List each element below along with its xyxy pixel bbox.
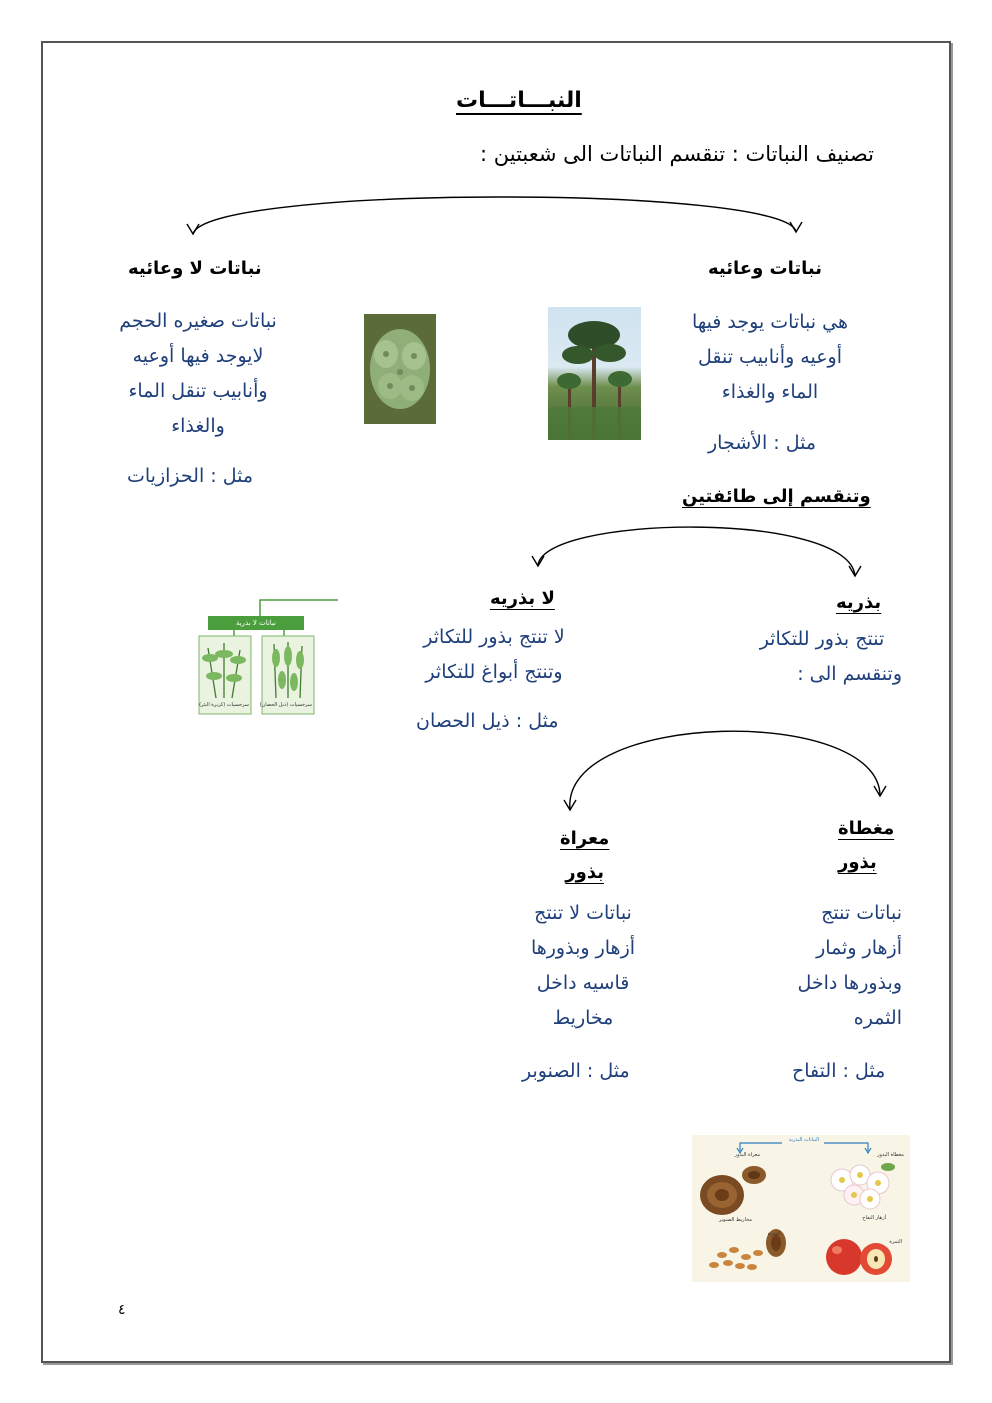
- seed-figure-label-ang: مغطاة البذور: [877, 1152, 904, 1158]
- pine-cone-icon: [700, 1166, 766, 1215]
- angiosperm-heading: مغطاة بذور: [838, 818, 895, 873]
- seed-figure-label-fruit: الثمرة: [889, 1239, 902, 1245]
- seed-heading: بذريه: [836, 592, 882, 613]
- seedless-example: مثل : ذيل الحصان: [416, 710, 559, 732]
- pine-tree-photo: [548, 307, 641, 440]
- lower-arrow-curve: [570, 731, 880, 810]
- vascular-heading: نباتات وعائيه: [708, 258, 823, 279]
- angiosperm-example: مثل : التفاح: [792, 1060, 886, 1082]
- gymnosperm-heading: معراة بذور: [560, 828, 610, 883]
- angiosperm-description: نباتات تنتج أزهار وثمار وبذورها داخل الثمره: [797, 902, 902, 1029]
- seedless-figure-title: نباتات لا بذرية: [208, 616, 304, 630]
- seed-figure-label-flowers: أزهار التفاح: [862, 1215, 886, 1221]
- seedless-heading: لا بذريه: [490, 588, 555, 609]
- seed-figure-label-cones: مخاريط الصنوبر: [718, 1217, 752, 1223]
- seed-plants-figure: [692, 1135, 910, 1282]
- nonvascular-example: مثل : الحزازيات: [127, 465, 254, 487]
- page-number: ٤: [118, 1302, 126, 1318]
- page-title: النبـــاتـــات: [456, 88, 582, 113]
- seedless-figure-caption-left: سرخسيات (كزبرة البئر): [199, 702, 249, 708]
- apple-blossom-icon: [831, 1163, 895, 1209]
- seed-figure-label-gym: معراة البذور: [734, 1152, 760, 1158]
- intro-text: تصنيف النباتات : تنقسم النباتات الى شعبتين :: [480, 142, 874, 166]
- vascular-split-heading: وتنقسم إلى طائفتين: [682, 486, 871, 507]
- seeds-icon: [709, 1247, 763, 1270]
- seedless-description: لا تنتج بذور للتكاثر وتنتج أبواغ للتكاثر: [423, 626, 565, 683]
- seed-figure-label-seed: البذرة: [767, 1231, 780, 1237]
- top-arrow-curve: [193, 197, 796, 234]
- nonvascular-heading: نباتات لا وعائيه: [128, 258, 262, 279]
- gymnosperm-description: نباتات لا تنتج أزهار وبذورها قاسيه داخل مخاريط: [530, 902, 636, 1029]
- liverwort-photo: [364, 314, 436, 424]
- seedless-plants-figure: [196, 598, 338, 716]
- middle-arrow-curve: [538, 527, 855, 576]
- vascular-example: مثل : الأشجار: [708, 432, 817, 454]
- seed-figure-title: النباتات البذرية: [788, 1137, 820, 1143]
- gymnosperm-example: مثل : الصنوبر: [522, 1060, 630, 1082]
- seed-description: تنتج بذور للتكاثر وتنقسم الى :: [759, 628, 902, 685]
- nonvascular-description: نباتات صغيره الحجم لايوجد فيها أوعيه وأنابيب تنقل الماء والغذاء: [119, 310, 277, 437]
- vascular-description: هي نباتات يوجد فيها أوعيه وأنابيب تنقل الماء والغذاء: [692, 311, 848, 403]
- seedless-figure-caption-right: سرخسيات (ذيل الحصان): [259, 702, 312, 708]
